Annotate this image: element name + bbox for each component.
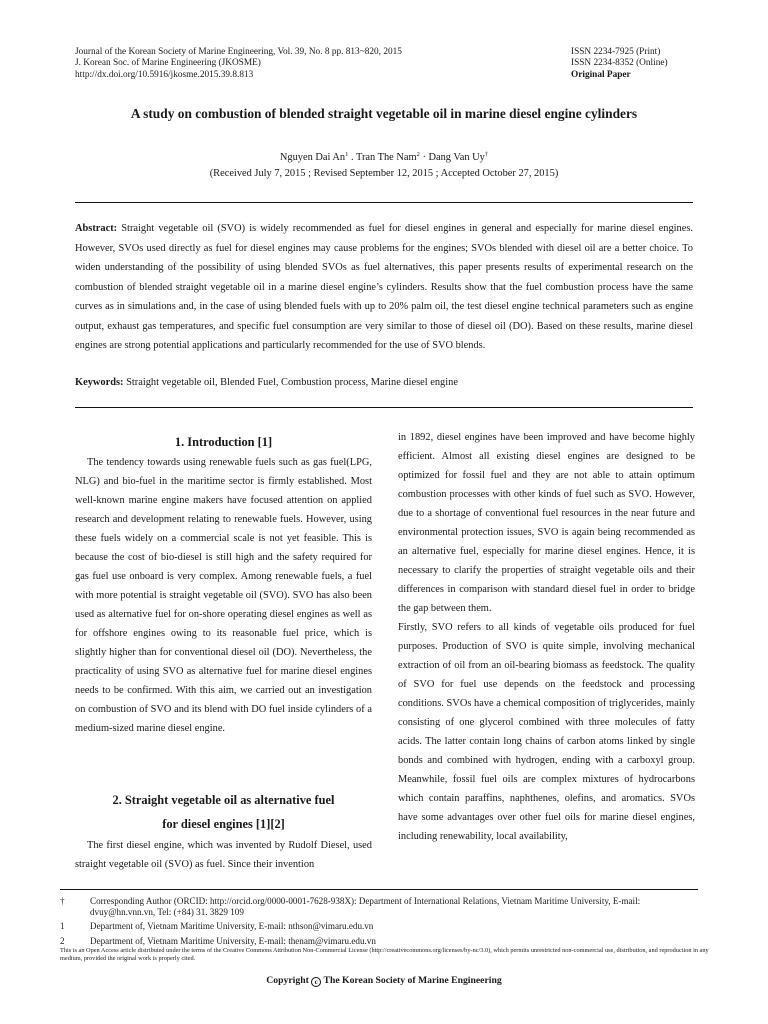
author-3: · Dang Van Uy <box>422 152 485 163</box>
journal-abbrev: J. Korean Soc. of Marine Engineering (JKOSME) <box>75 58 261 69</box>
dagger-mark: † <box>60 896 65 906</box>
left-column <box>75 453 372 738</box>
keywords-text: Straight vegetable oil, Blended Fuel, Combustion process, Marine diesel engine <box>123 377 458 388</box>
abstract-text: Straight vegetable oil (SVO) is widely recommended as fuel for diesel engines in general and especially for marine diesel engines. However, SVOs used directly as fuel for diesel engines may cause problems for the engines; SVOs blended with diesel oil are a better choice. To widen understanding of the possibility of using blended SVOs as fuel alternatives, this paper presents results of experimental research on the combustion of blended straight vegetable oil in a marine diesel engine’s cylinders. Results show that the fuel combustion process have the same curves as in simulations and, in the case of using blended fuels with up to 20% palm oil, the test diesel engine technical parameters such as engine output, exhaust gas temperatures, and specific fuel consumption are very similar to those of diesel oil (DO). Based on these results, marine diesel engines are strong potential applications and particularly recommended for the use of SVO blends. <box>75 223 693 351</box>
abstract-label: Abstract: <box>75 223 118 234</box>
left-column-section2 <box>75 836 372 874</box>
svo-paragraph-start: The first diesel engine, which was invented by Rudolf Diesel, used straight vegetable oil (SVO) as fuel. Since their invention <box>75 840 372 870</box>
paper-title: A study on combustion of blended straight vegetable oil in marine diesel engine cylinders <box>130 106 638 121</box>
doi-link[interactable]: http://dx.doi.org/10.5916/jkosme.2015.39.8.813 <box>75 69 254 80</box>
section-heading-introduction: 1. Introduction [1] <box>174 435 273 449</box>
author-2: . Tran The Nam <box>348 152 417 163</box>
footnote-2-mark: 2 <box>60 936 65 946</box>
copyright-icon: c <box>311 977 321 987</box>
footnote-author-2-text: Department of, Vietnam Maritime University, E-mail: thenam@vimaru.edu.vn <box>90 936 376 946</box>
section-heading-svo <box>75 788 372 836</box>
copyright-holder: The Korean Society of Marine Engineering <box>321 975 502 986</box>
copyright-label: Copyright <box>266 975 312 986</box>
author-line <box>40 151 728 163</box>
footnote-divider <box>60 889 698 890</box>
history-paragraph: in 1892, diesel engines have been improved and have become highly efficient. Almost all existing diesel engines are designed to be optimized for fossil fuel and they are not able to attain optimum combustion processes with other kinds of fuel such as SVO. However, due to a shortage of conventional fuel resources in the near future and environmental protection issues, SVO is again being recommended as an alternative fuel, especially for marine diesel engines. Hence, it is necessary to clarify the properties of straight vegetable oils and their differences in comparison with standard diesel fuel in order to bridge the gap between them. <box>398 432 695 614</box>
issn-block <box>571 47 721 81</box>
svo-definition-paragraph: Firstly, SVO refers to all kinds of vegetable oils produced for fuel purposes. Production of SVO is quite simple, involving mechanical extraction of oil from an oil-bearing biomass as feedstock. The quality of SVO for fuel use depends on the feedstock and processing conditions. SVOs have a chemical composition of triglycerides, mainly consisting of one glycerol combined with three molecules of fatty acids. The latter contain long chains of carbon atoms linked by single bonds and combined with hydrogen, ending with a carboxyl group. Meanwhile, fossil fuel oils are complex mixtures of hydrocarbons which contain paraffins, naphthenes, olefins, and aromatics. SVOs have some advantages over other fuel oils for marine diesel engines, including renewability, local availability, <box>398 622 695 842</box>
keywords <box>75 373 693 392</box>
issn-online: ISSN 2234-8352 (Online) <box>571 58 668 69</box>
right-column <box>398 428 695 846</box>
divider-bottom <box>75 407 693 408</box>
footnote-author-2 <box>60 936 700 947</box>
copyright-line <box>40 975 728 987</box>
issn-print: ISSN 2234-7925 (Print) <box>571 47 661 57</box>
received-dates: (Received July 7, 2015 ; Revised September 12, 2015 ; Accepted October 27, 2015) <box>209 168 559 179</box>
abstract <box>75 219 693 356</box>
footnote-corresponding <box>60 896 700 918</box>
author-1: Nguyen Dai An <box>279 152 346 163</box>
section-heading-svo-line2: for diesel engines [1][2] <box>162 817 285 831</box>
paper-type: Original Paper <box>571 69 631 80</box>
footnote-author-1-text: Department of, Vietnam Maritime University, E-mail: nthson@vimaru.edu.vn <box>90 921 374 931</box>
license-notice: This is an Open Access article distributed under the terms of the Creative Commons Attribution Non-Commercial License (http://creativecommons.org/licenses/by-nc/3.0), which permits unrestricted non-commercial use, distribution, and reproduction in any medium, provided the original work is properly cited. <box>60 947 709 962</box>
footnote-author-1 <box>60 921 700 932</box>
author-3-mark: † <box>484 151 489 158</box>
keywords-label: Keywords: <box>75 377 124 388</box>
footnote-1-mark: 1 <box>60 921 65 931</box>
author-1-mark: 1 <box>345 151 349 158</box>
journal-citation: Journal of the Korean Society of Marine Engineering, Vol. 39, No. 8 pp. 813~820, 2015 <box>75 47 402 57</box>
journal-header <box>75 47 495 81</box>
footnote-corresponding-text: Corresponding Author (ORCID: http://orcid.org/0000-0001-7628-938X): Department of International Relations, Vietnam Maritime University, E-mail: dvuy@hn.vnn.vn, Tel: (+84) 31. 3829 109 <box>90 896 641 917</box>
author-2-mark: 2 <box>416 151 420 158</box>
divider-top <box>75 202 693 203</box>
section-heading-svo-line1: 2. Straight vegetable oil as alternative fuel <box>112 793 335 807</box>
intro-paragraph: The tendency towards using renewable fuels such as gas fuel(LPG, NLG) and bio-fuel in the maritime sector is firmly established. Most well-known marine engine makers have focused attention on applied research and development relating to renewable fuels. However, using these fuels widely on a commercial scale is not yet feasible. This is because the cost of bio-diesel is still high and the safety required for gas fuel use onboard is very complex. Among renewable fuels, a fuel with more potential is straight vegetable oil (SVO). SVO has also been used as alternative fuel for on-shore operating diesel engines as well as for offshore engines owing to its reasonable fuel price, which is slightly higher than for conventional diesel oil (DO). Nevertheless, the practicality of using SVO as alternative fuel for marine diesel engines needs to be confirmed. With this aim, we carried out an investigation on combustion of SVO and its blend with DO fuel inside cylinders of a medium-sized marine diesel engine. <box>75 457 372 734</box>
